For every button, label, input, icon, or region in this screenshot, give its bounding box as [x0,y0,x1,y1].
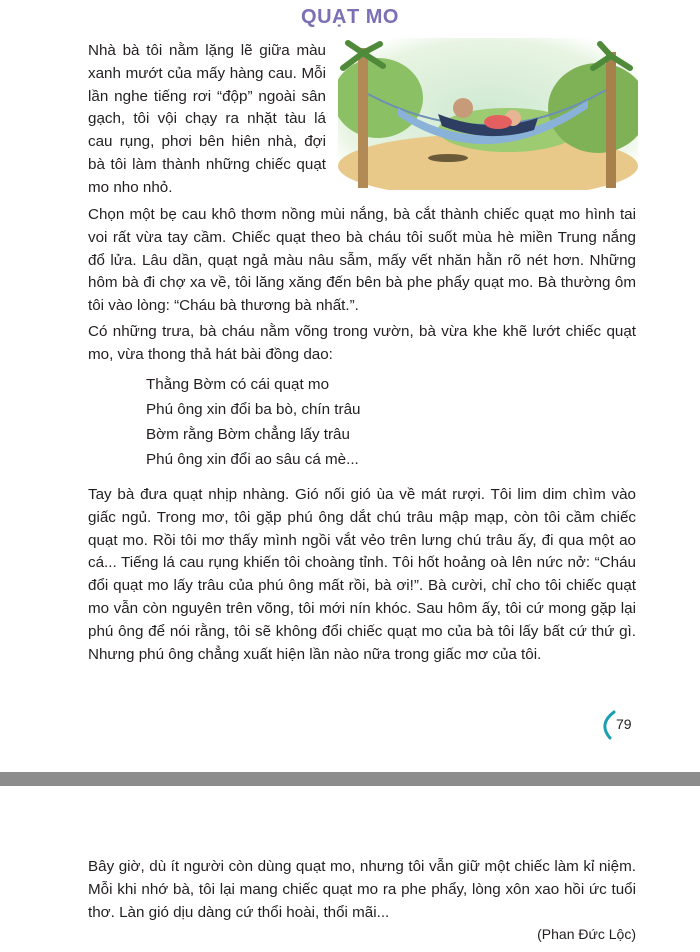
page-gap [0,786,700,846]
poem-line: Phú ông xin đổi ba bò, chín trâu [146,401,361,418]
page-number-badge [596,708,640,740]
paragraph-2: Chọn một bẹ cau khô thơm nồng mùi nắng, bà cắt thành chiếc quạt mo hình tai voi rất vừa tay cầm. Chiếc quạt theo bà cháu tôi suốt mùa hè miền Trung nắng đổ lửa. Lâu dần, quạt ngả màu nâu sẫm, mấy vết nhăn hằn rõ nét hơn. Những hôm bà đi chợ xa về, tôi lăng xăng đến bên bà phe phẩy quạt mo. Bà thường ôm tôi vào lòng: “Cháu bà thương bà nhất.”. [88,206,636,315]
poem-line: Thằng Bờm có cái quạt mo [146,376,330,393]
author-credit: (Phan Đức Lộc) [537,926,636,942]
page-divider [0,772,700,786]
poem-line: Bờm rằng Bờm chẳng lấy trâu [146,426,350,443]
page-title: QUẠT MO [301,6,399,28]
hammock-illustration [338,38,638,190]
paragraph-3: Có những trưa, bà cháu nằm võng trong vườn, bà vừa khe khẽ lướt chiếc quạt mo, vừa thong thả hát bài đồng dao: [88,323,636,363]
paragraph-1: Nhà bà tôi nằm lặng lẽ giữa màu xanh mướt của mấy hàng cau. Mỗi lần nghe tiếng rơi “độp” ngoài sân gạch, tôi vội chạy ra nhặt tàu lá cau rụng, phơi bên hiên nhà, đợi bà tôi làm thành những chiếc quạt mo nho nhỏ. [88,42,326,196]
paragraph-4: Tay bà đưa quạt nhịp nhàng. Gió nối gió ùa về mát rượi. Tôi lim dim chìm vào giấc ngủ. Trong mơ, tôi gặp phú ông dắt chú trâu mập mạp, còn tôi cầm chiếc quạt mo. Rồi tôi mơ thấy mình ngồi vắt vẻo trên lưng chú trâu ấy, đi qua một ao cá... Tiếng lá cau rụng khiến tôi choàng tỉnh. Tôi hốt hoảng oà lên nức nở: “Cháu đổi quạt mo lấy trâu của phú ông mất rồi, bà ơi!”. Bà cười, chỉ cho tôi chiếc quạt mo vẫn còn nguyên trên võng, tôi mới nín khóc. Sau hôm ấy, tôi cứ mong gặp lại phú ông để nói rằng, tôi sẽ không đổi chiếc quạt mo của bà tôi lấy bất cứ thứ gì. Nhưng phú ông chẳng xuất hiện lần nào nữa trong giấc mơ của tôi. [88,486,636,663]
poem-line: Phú ông xin đổi ao sâu cá mè... [146,451,359,468]
folk-poem [146,372,546,472]
page-number: 79 [616,716,632,732]
paragraph-5: Bây giờ, dù ít người còn dùng quạt mo, nhưng tôi vẫn giữ một chiếc làm kỉ niệm. Mỗi khi nhớ bà, tôi lại mang chiếc quạt mo ra phe phẩy, lòng xôn xao hồi ức tuổi thơ. Làn gió dịu dàng cứ thổi hoài, thổi mãi... [88,858,636,921]
